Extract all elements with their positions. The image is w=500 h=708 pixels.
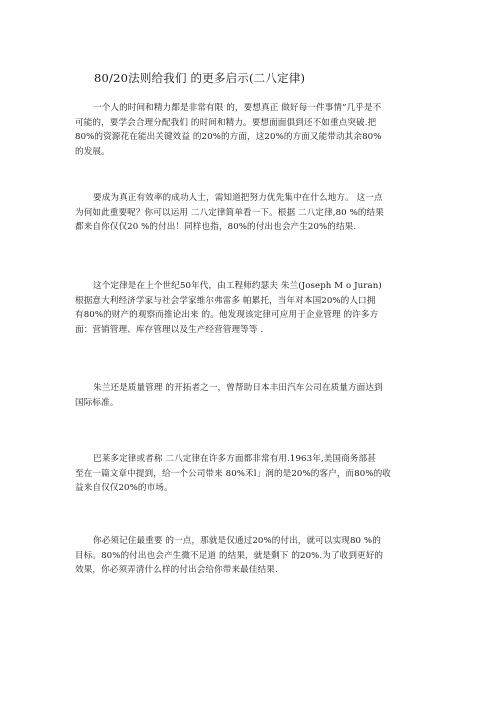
paragraph-5 [75,452,435,496]
paragraph-line: 80%的资源花在能出关键效益 的20%的方面，这20%的方面又能带动其余80% [75,132,382,143]
paragraph-line: 目标。80%的付出也会产生微不足道 的结果，就是剩下 的20%.为了收到更好的 [75,550,384,561]
paragraph-line: 这个定律是在上个世纪50年代，由工程师约瑟夫 朱兰(Joseph M o Juran) [93,281,382,291]
paragraph-line: 都来自你仅仅20 %的付出！同样也指，80%的付出也会产生20%的结果. [75,222,357,233]
paragraph-line: 朱兰还是质量管理 的开拓者之一，曾帮助日本丰田汽车公司在质量方面达到 [93,383,383,393]
paragraph-line: 根据意大利经济学家与社会学家维尔弗雷多 帕累托，当年对本国20%的人口拥 [75,295,376,306]
paragraph-2 [75,191,435,235]
paragraph-3 [75,279,435,337]
paragraph-line: 有80%的财产的观察而推论出来 的。他发现该定律可应用于企业管理 的许多方 [75,310,379,321]
paragraph-line: 的发展。 [75,146,110,157]
paragraph-line: 益来自仅仅20%的市场。 [75,483,173,494]
paragraph-line: 国际标准。 [75,397,119,408]
paragraph-line: 要成为真正有效率的成功人士，需知道把努力优先集中在什么地方。 这一点 [93,193,383,203]
paragraph-line: 一个人的时间和精力都是非常有限 的，要想真正 做好每一件事情”几乎是不 [93,103,382,113]
paragraph-line: 你必须记住最重要 的一点，那就是仅通过20%的付出，就可以实现80 %的 [93,536,381,546]
paragraph-line: 可能的，要学会合理分配我们 的时间和精力。要想面面俱到还不如重点突破.把 [75,117,377,128]
paragraph-line: 巴莱多定律或者称 二八定律在许多方面都非常有用.1963年,美国商务部甚 [93,454,376,464]
paragraph-1 [75,101,435,159]
paragraph-line: 面：营销管理、库存管理以及生产经营管理等等 . [75,324,264,335]
paragraph-line: 至在一篇文章中提到，给一个公司带来 80%禾l」润的是20%的客户，而80%的收 [75,468,392,479]
document-title: 80/20法则给我们 的更多启示(二八定律) [94,71,306,85]
paragraph-line: 为何如此重要呢？你可以运用 二八定律简单看一下。根据 二八定律,80 %的结果 [75,207,384,218]
paragraph-6 [75,534,435,578]
paragraph-line: 效果，你必须弄清什么样的付出会给你带来最佳结果. [75,565,278,576]
paragraph-4 [75,381,435,410]
